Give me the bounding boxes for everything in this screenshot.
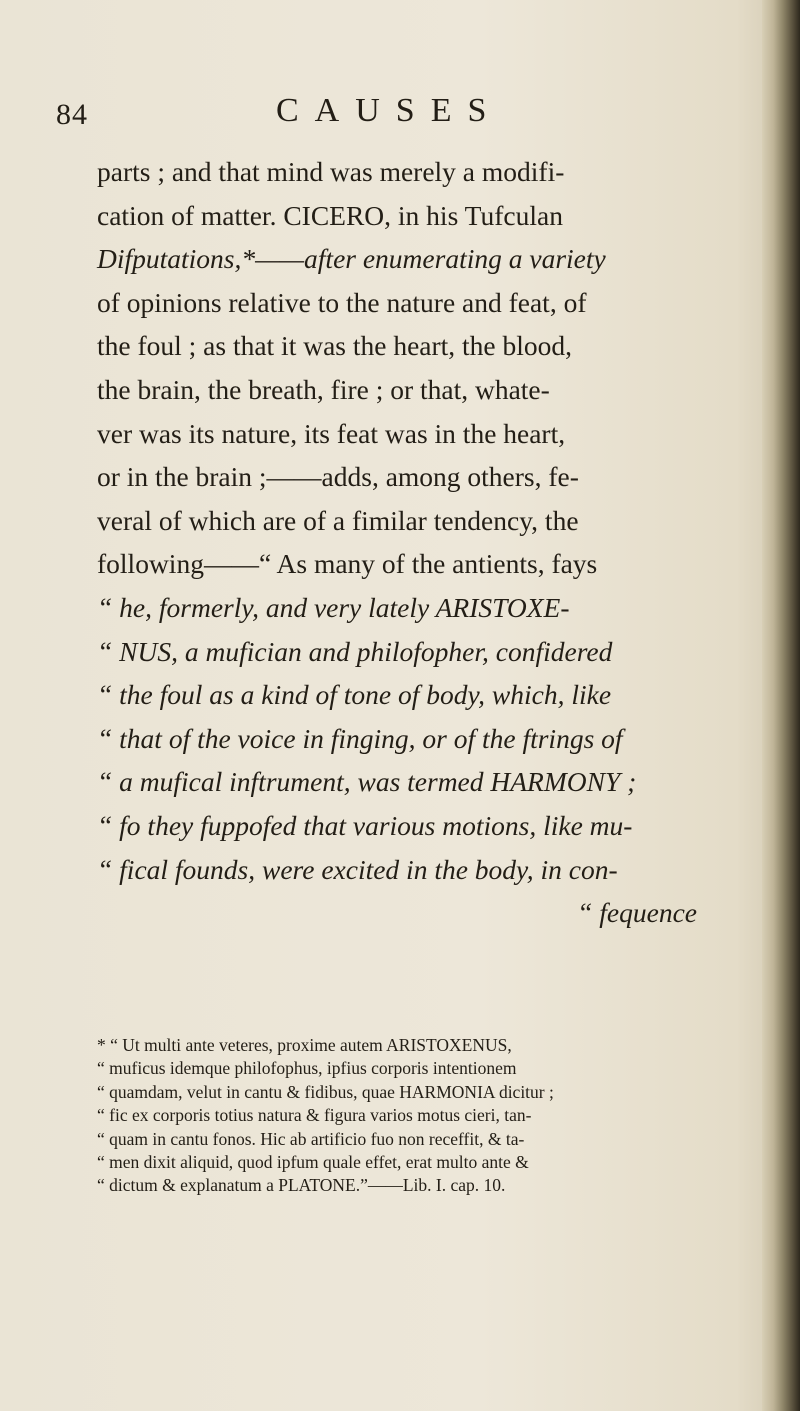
footnote-line: * “ Ut multi ante veteres, proxime autem ARISTOXENUS, [97,1035,512,1055]
text-line: veral of which are of a fimilar tendency, the [97,504,579,536]
text-line: following——“ As many of the antients, fays [97,548,598,580]
main-text [97,150,737,935]
footnote-line: “ fic ex corporis totius natura & figura varios motus cieri, tan- [97,1105,532,1126]
text-line: cation of matter. CICERO, in his Tufculan [97,199,563,231]
page-header [56,92,736,132]
catchword-line: “ fequence [577,897,697,929]
text-line: “ the foul as a kind of tone of body, which, like [97,679,612,711]
text-line: the foul ; as that it was the heart, the blood, [97,330,573,362]
text-line: of opinions relative to the nature and feat, of [97,286,587,318]
footnote-line: “ dictum & explanatum a PLATONE.”——Lib. I. cap. 10. [97,1175,506,1196]
text-line: “ fo they fuppofed that various motions, like mu- [97,809,633,841]
page-edge-shadow [762,0,800,1411]
text-line: “ a mufical inftrument, was termed HARMONY ; [97,766,637,798]
text-line: ver was its nature, its feat was in the heart, [97,417,566,449]
text-line: “ NUS, a mufician and philofopher, confidered [97,635,613,667]
page-number: 84 [56,98,88,131]
text-line: parts ; and that mind was merely a modifi- [97,156,565,187]
text-line: “ he, formerly, and very lately ARISTOXE- [97,591,570,623]
footnote-line: “ quamdam, velut in cantu & fidibus, quae HARMONIA dicitur ; [97,1081,554,1102]
footnote-line: “ muficus idemque philofophus, ipfius corporis intentionem [97,1058,517,1079]
text-line: “ fical founds, were excited in the body, in con- [97,853,618,885]
footnote [97,1034,737,1198]
text-line: the brain, the breath, fire ; or that, whate- [97,373,550,405]
footnote-line: “ quam in cantu fonos. Hic ab artificio fuo non receffit, & ta- [97,1128,525,1149]
text-line: or in the brain ;——adds, among others, fe- [97,461,579,493]
running-title: CAUSES [276,92,503,129]
text-line: Difputations,*——after enumerating a variety [97,243,606,275]
footnote-line: “ men dixit aliquid, quod ipfum quale effet, erat multo ante & [97,1152,529,1173]
text-line: “ that of the voice in finging, or of the ftrings of [97,722,623,754]
